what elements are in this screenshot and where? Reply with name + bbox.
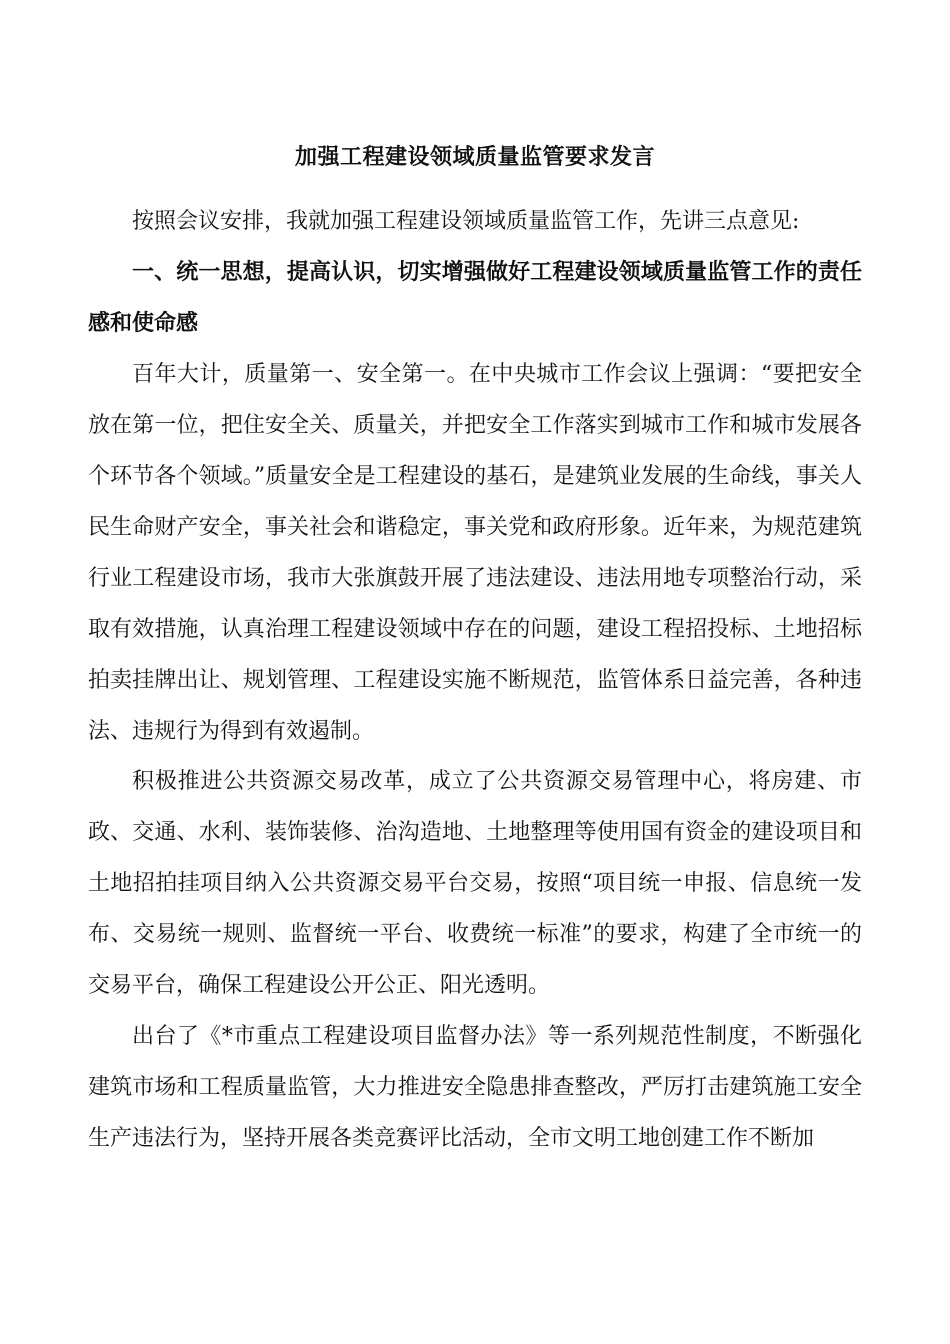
body-paragraph-3: 出台了《*市重点工程建设项目监督办法》等一系列规范性制度，不断强化建筑市场和工程质量监管，大力推进安全隐患排查整改，严厉打击建筑施工安全生产违法行为，坚持开展各类竞赛评比活动，全市文明工地创建工作不断加 xyxy=(88,1024,862,1151)
body-paragraph-2: 积极推进公共资源交易改革，成立了公共资源交易管理中心，将房建、市政、交通、水利、装饰装修、治沟造地、土地整理等使用国有资金的建设项目和土地招拍挂项目纳入公共资源交易平台交易，按照“项目统一申报、信息统一发布、交易统一规则、监督统一平台、收费统一标准”的要求，构建了全市统一的交易平台，确保工程建设公开公正、阳光透明。 xyxy=(88,769,862,998)
intro-paragraph: 按照会议安排，我就加强工程建设领域质量监管工作，先讲三点意见: xyxy=(132,209,800,234)
body-paragraph-1: 百年大计，质量第一、安全第一。在中央城市工作会议上强调：“要把安全放在第一位，把住安全关、质量关，并把安全工作落实到城市工作和城市发展各个环节各个领域。”质量安全是工程建设的基石，是建筑业发展的生命线，事关人民生命财产安全，事关社会和谐稳定，事关党和政府形象。近年来，为规范建筑行业工程建设市场，我市大张旗鼓开展了违法建设、违法用地专项整治行动，采取有效措施，认真治理工程建设领域中存在的问题，建设工程招投标、土地招标拍卖挂牌出让、规划管理、工程建设实施不断规范，监管体系日益完善，各种违法、违规行为得到有效遏制。 xyxy=(88,362,862,744)
section-heading-1: 一、统一思想，提高认识，切实增强做好工程建设领域质量监管工作的责任感和使命感 xyxy=(88,259,862,336)
document-title: 加强工程建设领域质量监管要求发言 xyxy=(294,144,655,170)
